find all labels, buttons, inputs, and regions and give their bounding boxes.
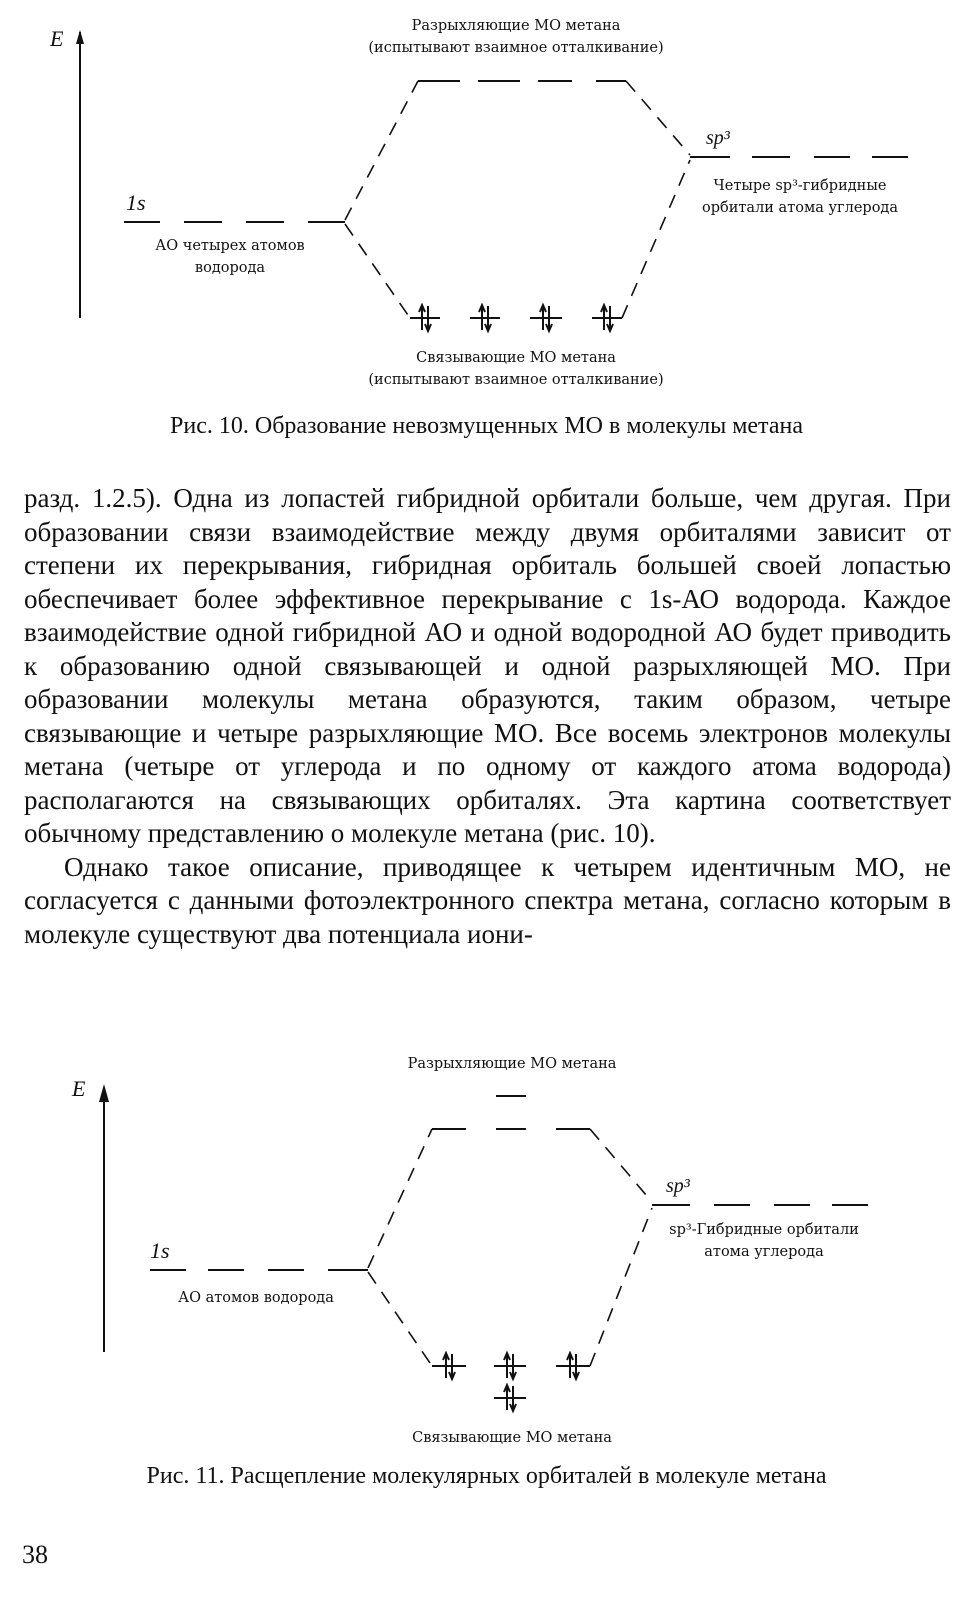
- energy-axis-label: E: [72, 1076, 86, 1101]
- hydrogen-desc: АО атомов водорода: [178, 1290, 334, 1306]
- sp3-desc-line2: атома углерода: [704, 1244, 824, 1260]
- correlation-lines: [345, 81, 690, 318]
- hydrogen-1s-label: 1s: [150, 1238, 170, 1263]
- antibonding-label-line1: Разрыхляющие МО метана: [411, 18, 621, 34]
- sp3-desc-line1: Четыре sp³-гибридные: [713, 178, 887, 194]
- correlation-lines: [368, 1129, 652, 1366]
- bonding-levels: [432, 1366, 590, 1398]
- page-number: 38: [22, 1540, 48, 1569]
- hydrogen-desc-line1: АО четырех атомов: [155, 238, 305, 254]
- sp3-label: sp³: [706, 127, 730, 149]
- body-text: [24, 482, 951, 951]
- antibonding-levels: [432, 1096, 590, 1129]
- bonding-electron-pairs: [443, 1353, 579, 1411]
- figure-11-svg: [0, 1040, 973, 1450]
- figure-10-svg: [0, 0, 973, 400]
- paragraph-1: разд. 1.2.5). Одна из лопастей гибридной орбитали больше, чем другая. При образовании связи взаимодействие между двумя орбиталями зависит от степени их перекрывания, гибридная орбиталь большей своей лопастью обеспечивает более эффективное перекрывание с 1s-АО водорода. Каждое взаимодействие одной гибридной АО и одной водородной АО будет приводить к образованию одной связывающей и одной разрыхляющей МО. При образовании молекулы метана образуются, таким образом, четыре связывающие и четыре разрыхляющие МО. Все восемь электронов молекулы метана (четыре от углерода и по одному от каждого атома водорода) располагаются на связывающих орбиталях. Эта картина соответствует обычному представлению о молекуле метана (рис. 10).: [24, 483, 951, 848]
- energy-axis-label: E: [50, 26, 64, 51]
- bonding-electron-pairs: [419, 305, 613, 331]
- sp3-desc-line1: sp³-Гибридные орбитали: [669, 1222, 859, 1238]
- paragraph-2: Однако такое описание, приводящее к четырем идентичным МО, не согласуется с данными фотоэлектронного спектра метана, согласно которым в молекуле существуют два потенциала иони-: [24, 851, 951, 949]
- hydrogen-desc-line2: водорода: [194, 260, 266, 276]
- figure-10-diagram: [0, 0, 973, 400]
- figure-10-caption: Рис. 10. Образование невозмущенных МО в молекулы метана: [170, 413, 803, 439]
- antibonding-label-line2: (испытывают взаимное отталкивание): [368, 40, 664, 56]
- hydrogen-1s-label: 1s: [126, 190, 146, 215]
- antibonding-label: Разрыхляющие МО метана: [407, 1056, 617, 1072]
- figure-11-diagram: [0, 1040, 973, 1450]
- energy-axis-arrow: [76, 30, 84, 44]
- bonding-label-line2: (испытывают взаимное отталкивание): [368, 372, 664, 388]
- bonding-label-line1: Связывающие МО метана: [416, 350, 616, 366]
- figure-11-caption: Рис. 11. Расщепление молекулярных орбиталей в молекуле метана: [146, 1463, 827, 1489]
- sp3-label: sp³: [666, 1175, 690, 1197]
- energy-axis-arrow: [99, 1084, 109, 1102]
- bonding-label: Связывающие МО метана: [412, 1430, 612, 1446]
- sp3-desc-line2: орбитали атома углерода: [702, 200, 898, 216]
